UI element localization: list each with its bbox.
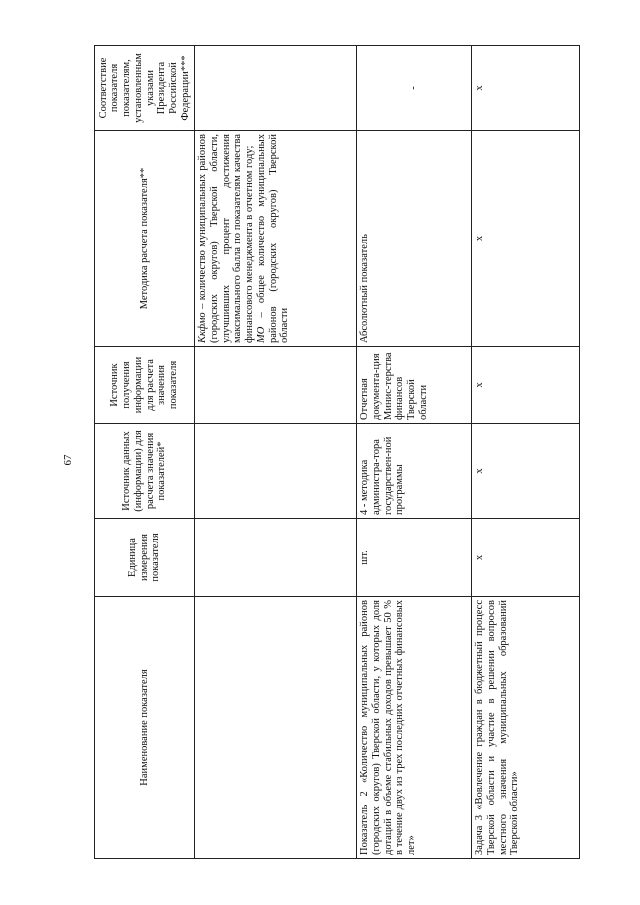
row1-unit [195,519,357,597]
header-name: Наименование показателя [95,597,195,859]
header-source-calc: Источник получения информации для расчета значения показателя [95,347,195,424]
header-source-data: Источник данных (информации) для расчета значения показателей* [95,424,195,519]
table-row [195,46,357,859]
row2-method: Абсолютный показатель [357,131,472,347]
header-unit: Единица измерения показателя [95,519,195,597]
formula-desc-1: – количество муниципальных районов (городских округов) Тверской области, улучшивших процент достижения максимального балла по показателям качества финансового менеджмента в отчетном году; [197,134,255,343]
formula-var-mo: МО [255,326,267,343]
rotated-table-container [94,46,580,859]
row1-compliance [195,46,357,131]
row3-name: Задача 3 «Вовлечение граждан в бюджетный процесс Тверской области и участие в решении вопросов местного значения муниципальных образований Тверской области» [472,597,580,859]
page-number: 67 [62,454,74,466]
header-compliance: Соответствие показателя показателям, установленным указами Президента Российской Федерации*** [95,46,195,131]
row3-source-calc: х [472,347,580,424]
table-row [472,46,580,859]
row2-compliance: - [357,46,472,131]
formula-var-kkfmo: Kкфмо [197,312,208,343]
row1-source-calc [195,347,357,424]
row2-name: Показатель 2 «Количество муниципальных районов (городских округов) Тверской области, у которых доля дотаций в объеме стабильных доходов превышает 50 % в течение двух из трех последних отчетных финансовых лет» [357,597,472,859]
row3-method: х [472,131,580,347]
header-row [95,46,195,859]
header-method: Методика расчета показателя** [95,131,195,347]
row3-unit: х [472,519,580,597]
indicator-table [94,45,580,859]
row1-method [195,131,357,347]
row1-source-data [195,424,357,519]
formula-desc-2: – общее количество муниципальных районов (городских округов) Тверской области [255,134,291,343]
row3-source-data: х [472,424,580,519]
row1-name [195,597,357,859]
table-row [357,46,472,859]
row2-unit: шт. [357,519,472,597]
row2-source-data: 4 - методика администра-тора государствен-ной программы [357,424,472,519]
row2-source-calc: Отчетная документа-ция Минис-терства финансов Тверской области [357,347,472,424]
row3-compliance: х [472,46,580,131]
